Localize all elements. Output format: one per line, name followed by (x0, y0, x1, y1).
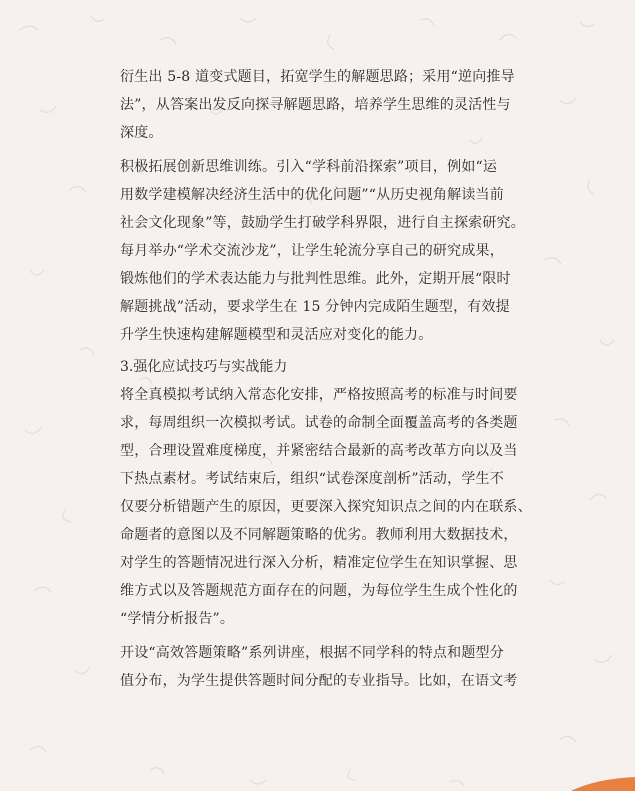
text-line: 开设“高效答题策略”系列讲座，根据不同学科的特点和题型分 (120, 645, 504, 661)
text-line: 社会文化现象”等，鼓励学生打破学科界限，进行自主探索研究。 (120, 215, 525, 231)
text-line: 将全真模拟考试纳入常态化安排，严格按照高考的标准与时间要 (120, 387, 518, 403)
text-line: 积极拓展创新思维训练。引入“学科前沿探索”项目，例如“运 (120, 159, 498, 175)
text-line: 下热点素材。考试结束后，组织“试卷深度剖析”活动，学生不 (120, 471, 504, 487)
text-line: 型，合理设置难度梯度，并紧密结合最新的高考改革方向以及当 (120, 443, 518, 459)
paragraph-3 (120, 381, 532, 633)
text-line: 值分布，为学生提供答题时间分配的专业指导。比如，在语文考 (120, 673, 518, 689)
text-line: 法”，从答案出发反向探寻解题思路，培养学生思维的灵活性与 (120, 97, 511, 113)
text-line: 深度。 (120, 125, 163, 141)
text-line: 每月举办“学术交流沙龙”，让学生轮流分享自己的研究成果， (120, 243, 504, 259)
text-line: 维方式以及答题规范方面存在的问题，为每位学生生成个性化的 (120, 583, 518, 599)
paragraph-4 (120, 639, 518, 695)
document-body (120, 63, 532, 695)
paragraph-2 (120, 153, 525, 349)
text-line: 命题者的意图以及不同解题策略的优劣。教师利用大数据技术， (120, 527, 518, 543)
text-line: 对学生的答题情况进行深入分析，精准定位学生在知识掌握、思 (120, 555, 518, 571)
text-line: 解题挑战”活动，要求学生在 15 分钟内完成陌生题型，有效提 (120, 299, 510, 315)
section-heading: 3.强化应试技巧与实战能力 (120, 359, 288, 375)
text-line: “学情分析报告”。 (120, 611, 235, 627)
corner-accent-decoration (571, 777, 635, 791)
text-line: 求，每周组织一次模拟考试。试卷的命制全面覆盖高考的各类题 (120, 415, 518, 431)
text-line: 升学生快速构建解题模型和灵活应对变化的能力。 (120, 327, 433, 343)
text-line: 衍生出 5-8 道变式题目，拓宽学生的解题思路；采用“逆向推导 (120, 69, 515, 85)
text-line: 用数学建模解决经济生活中的优化问题”“从历史视角解读当前 (120, 187, 504, 203)
paragraph-1 (120, 63, 518, 147)
text-line: 锻炼他们的学术表达能力与批判性思维。此外，定期开展“限时 (120, 271, 511, 287)
text-line: 仅要分析错题产生的原因，更要深入探究知识点之间的内在联系、 (120, 499, 532, 515)
